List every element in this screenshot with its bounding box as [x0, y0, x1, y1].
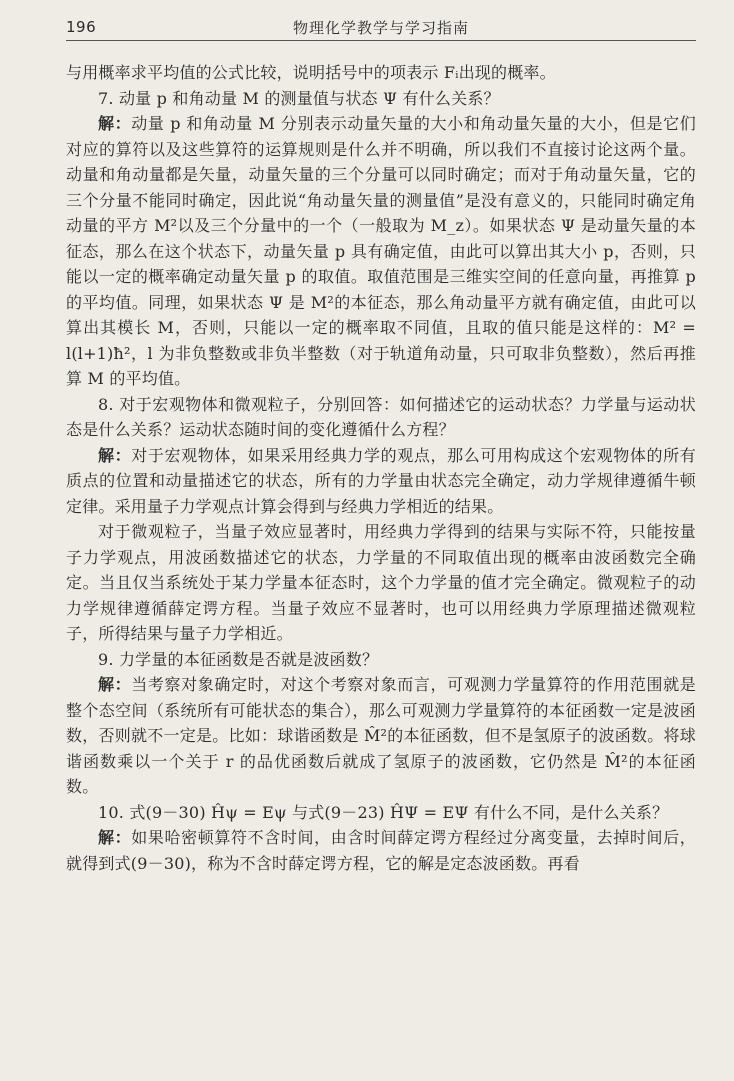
- question-9: 9. 力学量的本征函数是否就是波函数？: [98, 649, 379, 669]
- answer-text: 当考察对象确定时，对这个考察对象而言，可观测力学量算符的作用范围就是整个态空间（系统所有可能状态的集合），那么可观测力学量算符的本征函数一定是波函数，否则就不一定是。比如：球谐函数是 M̂²的本征函数，但不是氢原子的波函数。将球谐函数乘以一个关于 r 的品优函数后就成了氢原子的波函数，它仍然是 M̂²的本征函数。: [66, 675, 696, 796]
- answer-8-continued: 对于微观粒子，当量子效应显著时，用经典力学得到的结果与实际不符，只能按量子力学观点，用波函数描述它的状态，力学量的不同取值出现的概率由波函数完全确定。当且仅当系统处于某力学量本征态时，这个力学量的值才完全确定。微观粒子的动力学规律遵循薛定谔方程。当量子效应不显著时，也可以用经典力学原理描述微观粒子，所得结果与量子力学相近。: [66, 522, 696, 643]
- answer-label: 解：: [98, 114, 132, 133]
- answer-label: 解：: [98, 445, 132, 465]
- answer-8: [66, 443, 696, 520]
- answer-9: [66, 672, 696, 800]
- question-8: 8. 对于宏观物体和微观粒子，分别回答：如何描述它的运动状态？力学量与运动状态是什么关系？运动状态随时间的变化遵循什么方程？: [66, 394, 696, 439]
- answer-text: 对于宏观物体，如果采用经典力学的观点，那么可用构成这个宏观物体的所有质点的位置和动量描述它的状态，所有的力学量由状态完全确定，动力学规律遵循牛顿定律。采用量子力学观点计算会得到与经典力学相近的结果。: [66, 445, 696, 516]
- answer-7: [66, 111, 696, 392]
- answer-label: 解：: [98, 828, 132, 847]
- answer-10: [66, 825, 696, 876]
- answer-text: 动量 p 和角动量 M 分别表示动量矢量的大小和角动量矢量的大小，但是它们对应的算符以及这些算符的运算规则是什么并不明确，所以我们不直接讨论这两个量。动量和角动量都是矢量，动量矢量的三个分量可以同时确定；而对于角动量矢量，它的三个分量不能同时确定，因此说“角动量矢量的测量值”是没有意义的，只能同时确定角动量的平方 M²以及三个分量中的一个（一般取为 M_z）。如果状态 Ψ 是动量矢量的本征态，那么在这个状态下，动量矢量 p 具有确定值，由此可以算出其大小 p，否则，只能以一定的概率确定动量矢量 p 的取值。取值范围是三维实空间的任意向量，再推算 p 的平均值。同理，如果状态 Ψ 是 M²的本征态，那么角动量平方就有确定值，由此可以算出其模长 M，否则，只能以一定的概率取不同值，且取的值只能是这样的：M² = l(l+1)ħ²，l 为非负整数或非负半整数（对于轨道角动量，只可取非负整数），然后再推算 M 的平均值。: [66, 114, 696, 388]
- page-header: [66, 14, 696, 41]
- page-body: [66, 60, 696, 876]
- answer-text: 如果哈密顿算符不含时间，由含时间薛定谔方程经过分离变量，去掉时间后，就得到式(9－30)，称为不含时薛定谔方程，它的解是定态波函数。再看: [66, 828, 696, 873]
- question-10: 10. 式(9－30) Ĥψ = Eψ 与式(9－23) ĤΨ = EΨ 有什么不同，是什么关系？: [98, 802, 669, 822]
- paragraph-continuation: 与用概率求平均值的公式比较，说明括号中的项表示 Fᵢ出现的概率。: [66, 63, 556, 82]
- running-title: 物理化学教学与学习指南: [292, 19, 469, 37]
- question-7: 7. 动量 p 和角动量 M 的测量值与状态 Ψ 有什么关系？: [98, 88, 500, 108]
- page-number: 196: [66, 18, 97, 36]
- answer-label: 解：: [98, 675, 132, 694]
